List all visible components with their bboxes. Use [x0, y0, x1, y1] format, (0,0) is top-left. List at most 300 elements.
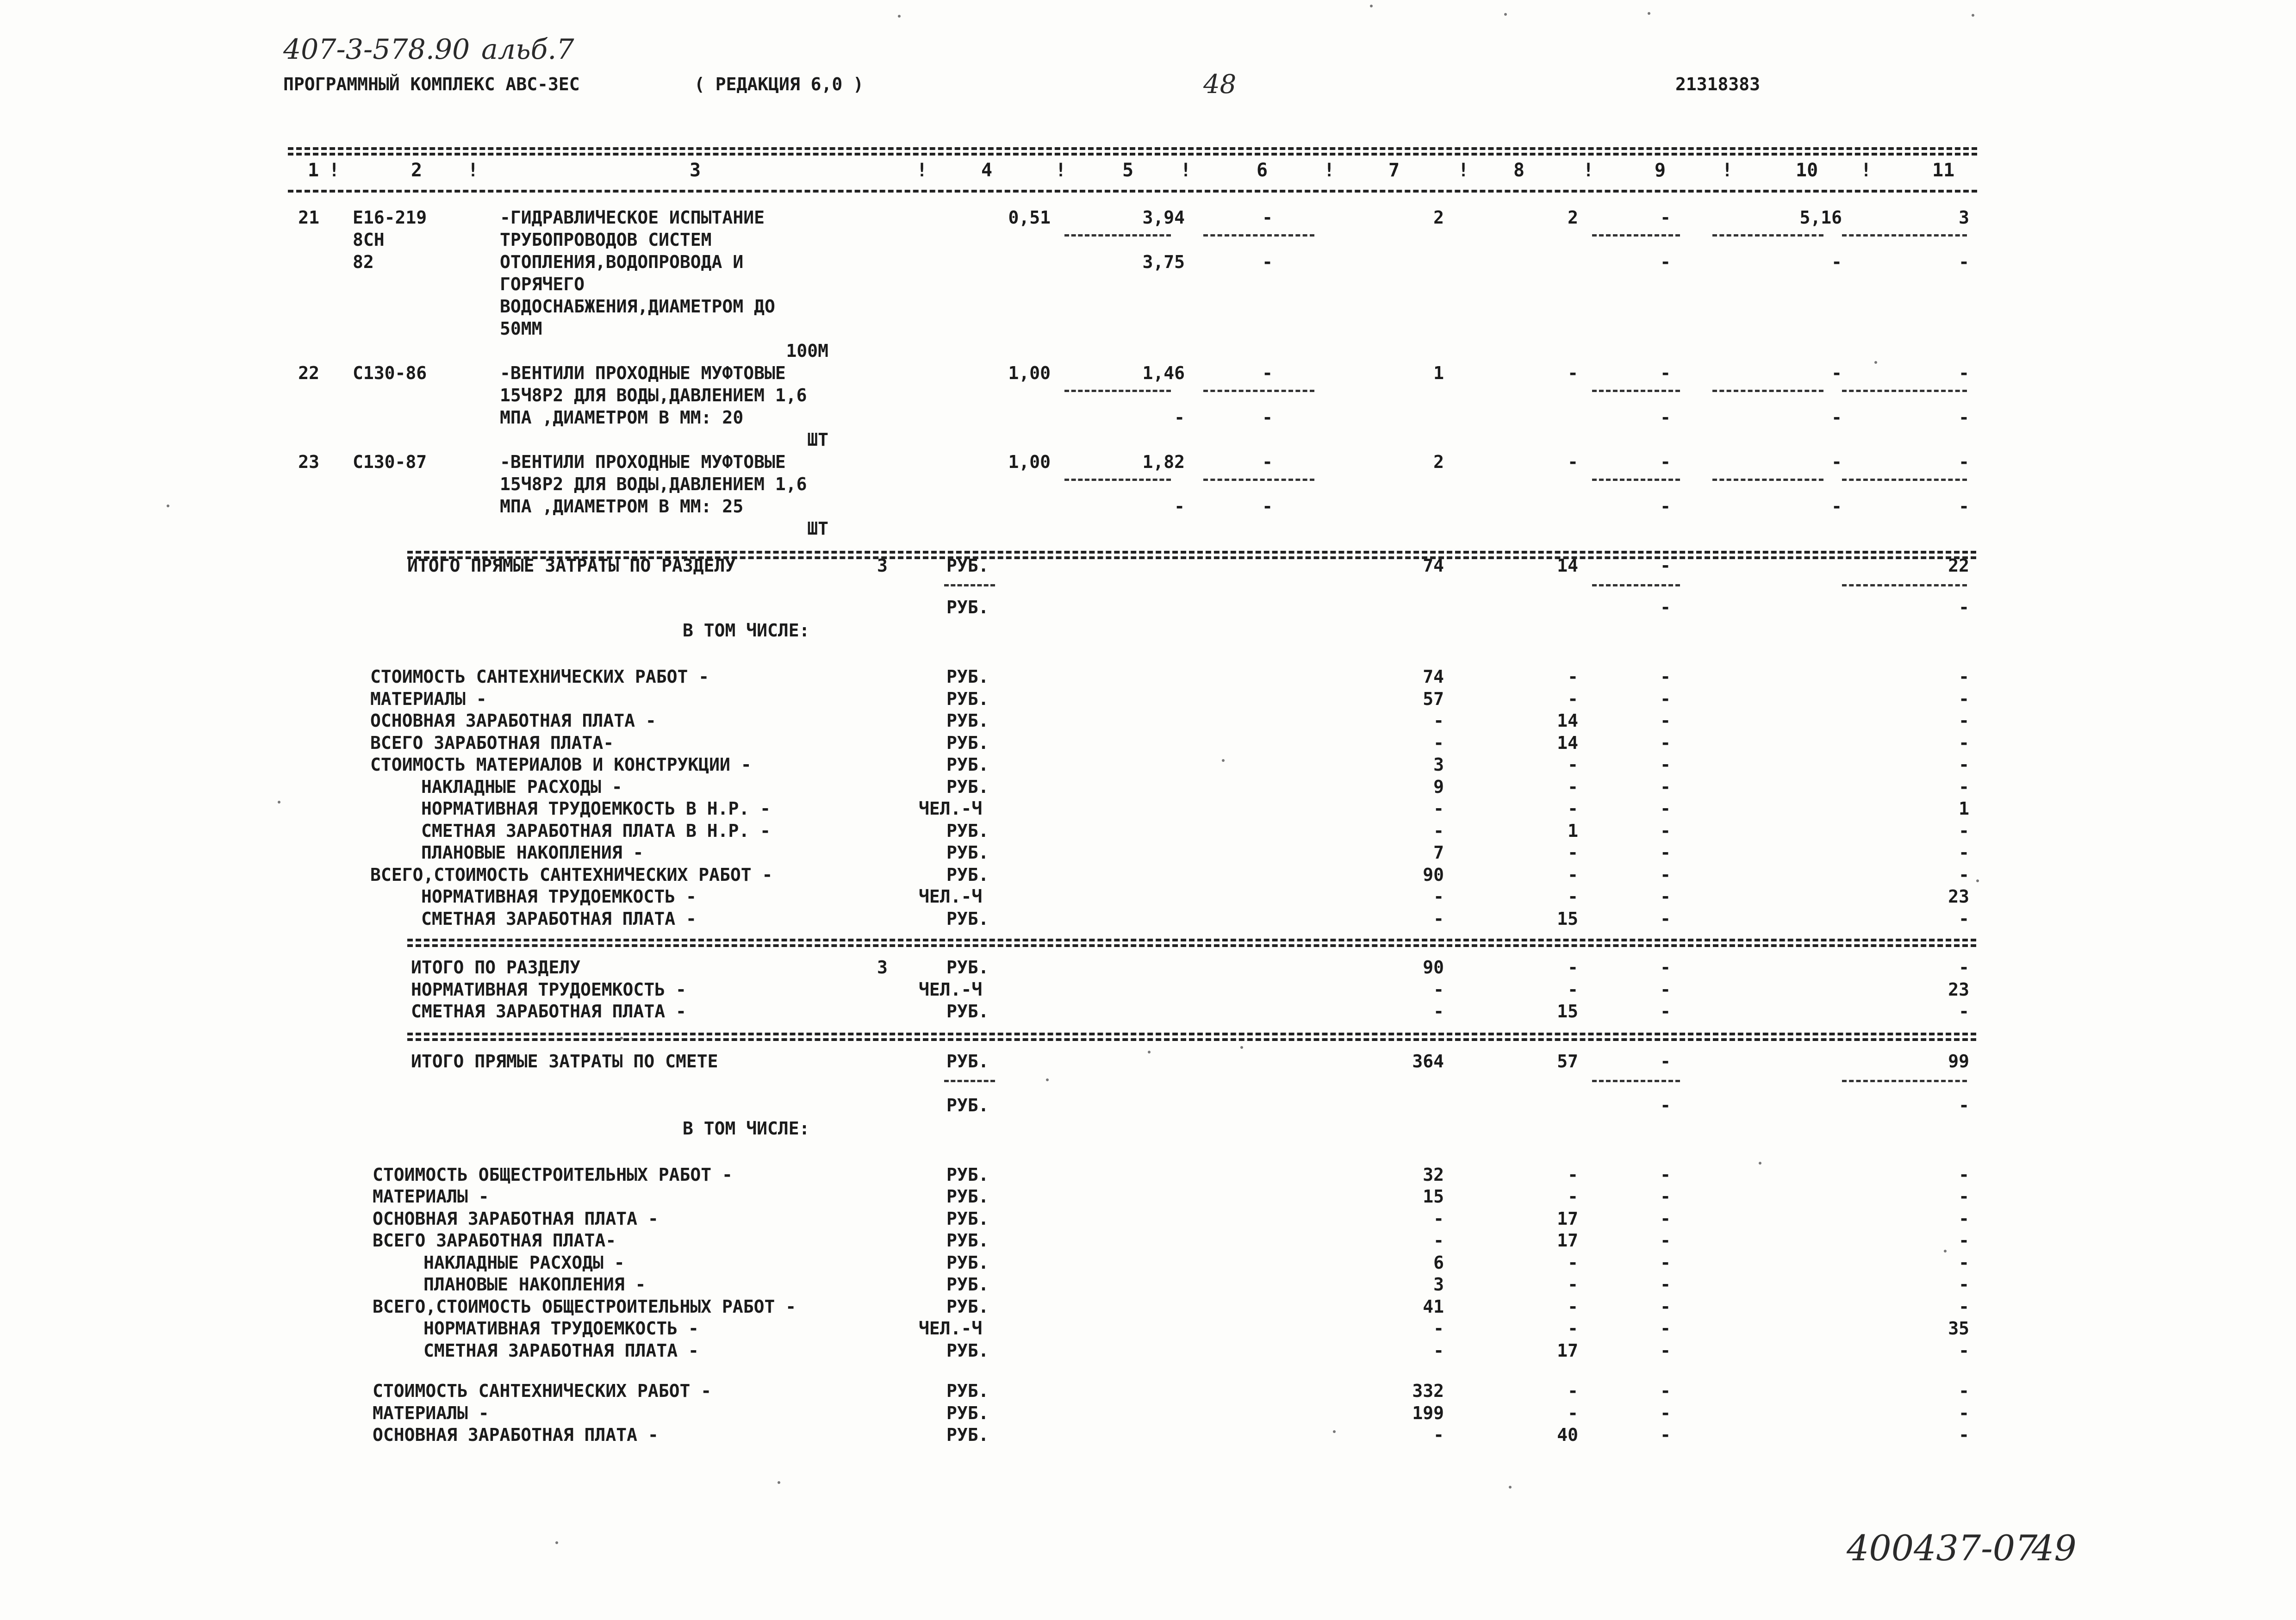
handwritten-page-stamp: 400437-07 — [1847, 1527, 2038, 1569]
cell-c8: - — [1568, 1296, 1578, 1317]
cell-c7: - — [1433, 798, 1444, 819]
column-separator: ! — [916, 160, 928, 181]
cell-c3: 15Ч8Р2 ДЛЯ ВОДЫ,ДАВЛЕНИЕМ 1,6 — [500, 385, 807, 405]
cell-c8: - — [1568, 957, 1578, 978]
row-unit: ЧЕЛ.-Ч — [919, 979, 983, 1000]
row-unit: РУБ. — [946, 1425, 989, 1445]
column-header-11: 11 — [1932, 160, 1955, 181]
cell-c9: - — [1660, 1318, 1671, 1339]
cell-c11: - — [1959, 1186, 1969, 1207]
cell-c7: - — [1433, 820, 1444, 841]
cell-c10: - — [1831, 363, 1842, 383]
cell-c9: - — [1660, 776, 1671, 797]
section-rule — [407, 551, 1976, 554]
cell-c3: -ВЕНТИЛИ ПРОХОДНЫЕ МУФТОВЫЕ — [500, 363, 786, 383]
cell-c11: - — [1959, 1274, 1969, 1295]
cell-c8: - — [1568, 1402, 1578, 1423]
cell-c7: 199 — [1412, 1402, 1444, 1423]
cell-c9: - — [1660, 1381, 1671, 1401]
cell-c11: - — [1959, 908, 1969, 929]
sub-underline — [1592, 584, 1680, 586]
summary-rule-2 — [407, 944, 1976, 947]
cell-c9: - — [1660, 1252, 1671, 1273]
sub-underline — [1064, 390, 1171, 392]
column-header-1: 1 — [308, 160, 319, 181]
row-unit: РУБ. — [946, 820, 989, 841]
cell-c11: 22 — [1948, 555, 1969, 576]
table-top-rule-2 — [288, 153, 1977, 156]
cell-c9: - — [1660, 754, 1671, 775]
cell-c7: 2 — [1433, 207, 1444, 228]
row-label: СМЕТНАЯ ЗАРАБОТНАЯ ПЛАТА - — [423, 1340, 699, 1361]
handwritten-page-no: 49 — [2032, 1527, 2077, 1569]
row-label: ОСНОВНАЯ ЗАРАБОТНАЯ ПЛАТА - — [373, 1425, 659, 1445]
row-unit: РУБ. — [946, 1164, 989, 1185]
cell-c1: 22 — [298, 363, 319, 383]
row-label: ИТОГО ПО РАЗДЕЛУ — [411, 957, 581, 978]
cell-c3: 15Ч8Р2 ДЛЯ ВОДЫ,ДАВЛЕНИЕМ 1,6 — [500, 474, 807, 494]
row-label: ПЛАНОВЫЕ НАКОПЛЕНИЯ - — [421, 842, 644, 863]
row-unit: РУБ. — [946, 776, 989, 797]
cell-c6: - — [1262, 363, 1273, 383]
cell-c9: - — [1660, 732, 1671, 753]
scan-speck — [167, 505, 169, 507]
cell-c10: 5,16 — [1799, 207, 1842, 228]
cell-c9: - — [1660, 1340, 1671, 1361]
cell-c9: - — [1660, 798, 1671, 819]
row-label: НОРМАТИВНАЯ ТРУДОЕМКОСТЬ - — [423, 1318, 699, 1339]
cell-c5: - — [1174, 407, 1185, 428]
row-label: МАТЕРИАЛЫ - — [373, 1402, 489, 1423]
row-unit: РУБ. — [946, 1340, 989, 1361]
cell-c8: 15 — [1557, 908, 1578, 929]
cell-c9: - — [1660, 1230, 1671, 1251]
row-label: ОСНОВНАЯ ЗАРАБОТНАЯ ПЛАТА - — [370, 710, 656, 731]
cell-c6: - — [1262, 407, 1273, 428]
cell-c3: МПА ,ДИАМЕТРОМ В ММ: 25 — [500, 496, 744, 517]
cell-c7: 90 — [1423, 864, 1444, 885]
cell-c4: 0,51 — [1008, 207, 1051, 228]
cell-c7: - — [1433, 1208, 1444, 1229]
column-header-9: 9 — [1655, 160, 1666, 181]
cell-c2: С130-87 — [353, 452, 427, 472]
sub-underline — [1064, 479, 1171, 481]
cell-c11: - — [1959, 597, 1969, 617]
row-unit: РУБ. — [946, 1001, 989, 1022]
cell-c3: -ВЕНТИЛИ ПРОХОДНЫЕ МУФТОВЫЕ — [500, 452, 786, 472]
cell-c9: - — [1660, 979, 1671, 1000]
cell-c10: - — [1831, 252, 1842, 272]
cell-c9: - — [1660, 1274, 1671, 1295]
scan-speck — [1222, 759, 1225, 762]
cell-c5: 3,75 — [1142, 252, 1185, 272]
scan-speck — [278, 801, 280, 804]
cell-c4: 1,00 — [1008, 452, 1051, 472]
cell-c7: 1 — [1433, 363, 1444, 383]
cell-c6: - — [1262, 252, 1273, 272]
row-unit: РУБ. — [946, 1186, 989, 1207]
section-total-number: 3 — [877, 555, 888, 576]
cell-c11: - — [1959, 776, 1969, 797]
scan-speck — [1972, 14, 1974, 17]
cell-c3r: 100М — [786, 341, 828, 361]
cell-c11: - — [1959, 957, 1969, 978]
cell-c11: 1 — [1959, 798, 1969, 819]
cell-c7: 57 — [1423, 688, 1444, 709]
row-unit: РУБ. — [946, 864, 989, 885]
cell-c11: - — [1959, 667, 1969, 687]
row-label: НОРМАТИВНАЯ ТРУДОЕМКОСТЬ В Н.Р. - — [421, 798, 771, 819]
row-section-number: 3 — [877, 957, 888, 978]
sub-underline — [1712, 234, 1823, 237]
row-label: МАТЕРИАЛЫ - — [370, 688, 487, 709]
row-unit: РУБ. — [946, 754, 989, 775]
cell-c11: - — [1959, 1252, 1969, 1273]
cell-c7: - — [1433, 1001, 1444, 1022]
cell-c7: - — [1433, 732, 1444, 753]
scan-speck — [1648, 12, 1650, 15]
row-unit: РУБ. — [946, 1252, 989, 1273]
cell-c8: - — [1568, 667, 1578, 687]
column-header-8: 8 — [1513, 160, 1525, 181]
cell-c9: - — [1660, 1208, 1671, 1229]
row-unit: ЧЕЛ.-Ч — [919, 1318, 983, 1339]
cell-c7: 364 — [1412, 1051, 1444, 1072]
page-number: 48 — [1203, 69, 1237, 100]
row-label: СТОИМОСТЬ САНТЕХНИЧЕСКИХ РАБОТ - — [370, 667, 709, 687]
row-label: ОСНОВНАЯ ЗАРАБОТНАЯ ПЛАТА - — [373, 1208, 659, 1229]
row-unit: РУБ. — [946, 908, 989, 929]
cell-c8: 57 — [1557, 1051, 1578, 1072]
scan-speck — [1046, 1078, 1049, 1081]
scan-speck — [1976, 879, 1979, 882]
handwritten-doc-code: 407-3-578.90 — [283, 33, 470, 66]
cell-c11: - — [1959, 842, 1969, 863]
cell-c7: 90 — [1423, 957, 1444, 978]
row-label: ВСЕГО ЗАРАБОТНАЯ ПЛАТА- — [370, 732, 614, 753]
cell-c5: 1,46 — [1142, 363, 1185, 383]
column-header-7: 7 — [1388, 160, 1400, 181]
cell-c8: - — [1568, 1252, 1578, 1273]
column-separator: ! — [1324, 160, 1335, 181]
incl-label: В ТОМ ЧИСЛЕ: — [683, 620, 810, 641]
scan-speck — [1148, 1051, 1151, 1053]
handwritten-album: альб.7 — [481, 33, 574, 66]
row-label: ВСЕГО,СТОИМОСТЬ САНТЕХНИЧЕСКИХ РАБОТ - — [370, 864, 773, 885]
cell-c1: 23 — [298, 452, 319, 472]
cell-c8: 14 — [1557, 710, 1578, 731]
row-label: НАКЛАДНЫЕ РАСХОДЫ - — [421, 776, 622, 797]
cell-c7: 32 — [1423, 1164, 1444, 1185]
scan-speck — [1874, 361, 1877, 364]
cell-c7: - — [1433, 1340, 1444, 1361]
row-label: СМЕТНАЯ ЗАРАБОТНАЯ ПЛАТА - — [421, 908, 697, 929]
cell-c4: 1,00 — [1008, 363, 1051, 383]
row-unit: РУБ. — [946, 1381, 989, 1401]
cell-c3: 50ММ — [500, 318, 542, 339]
column-header — [0, 160, 2296, 183]
cell-c7: - — [1433, 1230, 1444, 1251]
cell-c2: С130-86 — [353, 363, 427, 383]
row-label: МАТЕРИАЛЫ - — [373, 1186, 489, 1207]
cell-c11: 99 — [1948, 1051, 1969, 1072]
cell-c11: - — [1959, 820, 1969, 841]
cell-c8: 17 — [1557, 1208, 1578, 1229]
cell-c7: 6 — [1433, 1252, 1444, 1273]
cell-c8: - — [1568, 452, 1578, 472]
cell-c11: - — [1959, 1095, 1969, 1115]
cell-c9: - — [1660, 407, 1671, 428]
cell-c9: - — [1660, 864, 1671, 885]
cell-c3r: ШТ — [807, 518, 828, 539]
cell-c9: - — [1660, 957, 1671, 978]
column-separator: ! — [467, 160, 479, 181]
cell-c8: 1 — [1568, 820, 1578, 841]
cell-c8: - — [1568, 979, 1578, 1000]
summary-rule — [407, 939, 1976, 941]
cell-c11: 3 — [1959, 207, 1969, 228]
cell-c6: - — [1262, 496, 1273, 517]
cell-c8: - — [1568, 754, 1578, 775]
cell-c8: 2 — [1568, 207, 1578, 228]
cell-c9: - — [1660, 842, 1671, 863]
scan-speck — [555, 1541, 558, 1544]
cell-c8: - — [1568, 1164, 1578, 1185]
scan-speck — [1944, 1250, 1947, 1252]
cell-c11: - — [1959, 1381, 1969, 1401]
sub-underline — [1592, 1080, 1680, 1082]
row-unit: РУБ. — [946, 1208, 989, 1229]
sub-underline — [1842, 1080, 1967, 1082]
cell-c8: - — [1568, 1318, 1578, 1339]
edition: ( РЕДАКЦИЯ 6,0 ) — [694, 74, 864, 94]
cell-c9: - — [1660, 252, 1671, 272]
column-separator: ! — [329, 160, 340, 181]
section-rule-2 — [407, 556, 1976, 559]
cell-c9: - — [1660, 452, 1671, 472]
cell-c6: - — [1262, 452, 1273, 472]
cell-c3r: ШТ — [807, 430, 828, 450]
program-title: ПРОГРАММНЫЙ КОМПЛЕКС АВС-3ЕС — [283, 74, 580, 94]
cell-c11: - — [1959, 1001, 1969, 1022]
cell-c8: - — [1568, 1186, 1578, 1207]
row-label: НОРМАТИВНАЯ ТРУДОЕМКОСТЬ - — [421, 886, 697, 907]
row-label: ИТОГО ПРЯМЫЕ ЗАТРАТЫ ПО РАЗДЕЛУ — [407, 555, 736, 576]
column-separator: ! — [1180, 160, 1192, 181]
cell-c8: 14 — [1557, 555, 1578, 576]
cell-c8: 14 — [1557, 732, 1578, 753]
cell-c8: 15 — [1557, 1001, 1578, 1022]
scan-speck — [1370, 5, 1373, 7]
estimate-rule — [407, 1033, 1976, 1035]
cell-c7: 74 — [1423, 667, 1444, 687]
cell-c7: 3 — [1433, 1274, 1444, 1295]
row-unit: РУБ. — [946, 555, 989, 576]
row-unit: ЧЕЛ.-Ч — [919, 798, 983, 819]
cell-c7: - — [1433, 1318, 1444, 1339]
row-label: СМЕТНАЯ ЗАРАБОТНАЯ ПЛАТА - — [411, 1001, 686, 1022]
cell-c9: - — [1660, 688, 1671, 709]
row-unit: РУБ. — [946, 842, 989, 863]
cell-c8: - — [1568, 798, 1578, 819]
cell-c11: - — [1959, 1340, 1969, 1361]
cell-c7: 15 — [1423, 1186, 1444, 1207]
sub-underline — [1203, 234, 1314, 237]
cell-c11: - — [1959, 732, 1969, 753]
cell-c11: - — [1959, 864, 1969, 885]
cell-c9: - — [1660, 207, 1671, 228]
cell-c5: - — [1174, 496, 1185, 517]
cell-c8: - — [1568, 363, 1578, 383]
scan-speck — [898, 15, 901, 18]
sub-underline — [1592, 479, 1680, 481]
cell-c9: - — [1660, 1186, 1671, 1207]
cell-c9: - — [1660, 496, 1671, 517]
cell-c3: ОТОПЛЕНИЯ,ВОДОПРОВОДА И — [500, 252, 744, 272]
cell-c10: - — [1831, 452, 1842, 472]
cell-c9: - — [1660, 1051, 1671, 1072]
row-label: ИТОГО ПРЯМЫЕ ЗАТРАТЫ ПО СМЕТЕ — [411, 1051, 718, 1072]
cell-c10: - — [1831, 496, 1842, 517]
column-header-6: 6 — [1257, 160, 1268, 181]
cell-c11: - — [1959, 496, 1969, 517]
cell-c9: - — [1660, 667, 1671, 687]
column-separator: ! — [1722, 160, 1733, 181]
cell-c11: - — [1959, 1230, 1969, 1251]
sub-underline — [1592, 234, 1680, 237]
document-number: 21318383 — [1675, 74, 1761, 94]
row-label: ВСЕГО,СТОИМОСТЬ ОБЩЕСТРОИТЕЛЬНЫХ РАБОТ - — [373, 1296, 796, 1317]
column-separator: ! — [1458, 160, 1469, 181]
cell-c8: - — [1568, 776, 1578, 797]
row-unit: РУБ. — [946, 597, 989, 617]
cell-c11: - — [1959, 1425, 1969, 1445]
cell-c9: - — [1660, 363, 1671, 383]
sub-underline — [1842, 234, 1967, 237]
sub-underline — [1203, 479, 1314, 481]
column-header-5: 5 — [1122, 160, 1134, 181]
cell-c9: - — [1660, 597, 1671, 617]
cell-c11: - — [1959, 452, 1969, 472]
cell-c11: - — [1959, 407, 1969, 428]
row-unit: РУБ. — [946, 710, 989, 731]
cell-c9: - — [1660, 1164, 1671, 1185]
column-separator: ! — [1860, 160, 1872, 181]
cell-c2: 8СН — [353, 230, 385, 250]
cell-c9: - — [1660, 1095, 1671, 1115]
row-label: НОРМАТИВНАЯ ТРУДОЕМКОСТЬ - — [411, 979, 686, 1000]
cell-c8: - — [1568, 1381, 1578, 1401]
cell-c2: Е16-219 — [353, 207, 427, 228]
cell-c7: - — [1433, 710, 1444, 731]
cell-c2: 82 — [353, 252, 374, 272]
cell-c1: 21 — [298, 207, 319, 228]
cell-c11: - — [1959, 252, 1969, 272]
row-unit: РУБ. — [946, 1230, 989, 1251]
cell-c8: - — [1568, 842, 1578, 863]
cell-c11: - — [1959, 1164, 1969, 1185]
row-unit: РУБ. — [946, 1274, 989, 1295]
sub-underline — [1842, 584, 1967, 586]
cell-c10: - — [1831, 407, 1842, 428]
row-label: СТОИМОСТЬ ОБЩЕСТРОИТЕЛЬНЫХ РАБОТ - — [373, 1164, 733, 1185]
cell-c3: ВОДОСНАБЖЕНИЯ,ДИАМЕТРОМ ДО — [500, 296, 775, 317]
table-top-rule — [288, 147, 1977, 150]
cell-c9: - — [1660, 820, 1671, 841]
cell-c9: - — [1660, 886, 1671, 907]
row-unit: РУБ. — [946, 957, 989, 978]
cell-c9: - — [1660, 908, 1671, 929]
cell-c11: 23 — [1948, 886, 1969, 907]
scan-speck — [620, 1037, 623, 1040]
scan-speck — [1333, 1430, 1336, 1433]
cell-c8: 17 — [1557, 1230, 1578, 1251]
cell-c8: - — [1568, 886, 1578, 907]
cell-c7: 3 — [1433, 754, 1444, 775]
cell-c8: - — [1568, 864, 1578, 885]
cell-c9: - — [1660, 555, 1671, 576]
cell-c7: - — [1433, 886, 1444, 907]
row-unit: РУБ. — [946, 1402, 989, 1423]
cell-c7: 7 — [1433, 842, 1444, 863]
sub-underline — [944, 1080, 995, 1082]
cell-c9: - — [1660, 1425, 1671, 1445]
cell-c7: 41 — [1423, 1296, 1444, 1317]
cell-c9: - — [1660, 710, 1671, 731]
cell-c3: МПА ,ДИАМЕТРОМ В ММ: 20 — [500, 407, 744, 428]
column-header-10: 10 — [1796, 160, 1818, 181]
cell-c11: - — [1959, 754, 1969, 775]
sub-underline — [944, 584, 995, 586]
cell-c7: 9 — [1433, 776, 1444, 797]
scan-speck — [778, 1481, 780, 1484]
column-header-2: 2 — [411, 160, 423, 181]
row-unit: РУБ. — [946, 688, 989, 709]
cell-c6: - — [1262, 207, 1273, 228]
cell-c7: - — [1433, 908, 1444, 929]
cell-c3: ТРУБОПРОВОДОВ СИСТЕМ — [500, 230, 712, 250]
row-unit: РУБ. — [946, 1095, 989, 1115]
sub-underline — [1712, 390, 1823, 392]
cell-c5: 3,94 — [1142, 207, 1185, 228]
cell-c11: - — [1959, 688, 1969, 709]
column-header-3: 3 — [690, 160, 701, 181]
sub-underline — [1064, 234, 1171, 237]
row-unit: РУБ. — [946, 732, 989, 753]
estimate-rule-2 — [407, 1038, 1976, 1041]
sub-underline — [1712, 479, 1823, 481]
row-unit: РУБ. — [946, 1296, 989, 1317]
cell-c7: - — [1433, 1425, 1444, 1445]
cell-c3: ГОРЯЧЕГО — [500, 274, 585, 294]
sub-underline — [1592, 390, 1680, 392]
scan-speck — [1509, 1486, 1512, 1489]
row-unit: РУБ. — [946, 667, 989, 687]
cell-c8: 40 — [1557, 1425, 1578, 1445]
cell-c9: - — [1660, 1296, 1671, 1317]
cell-c7: - — [1433, 979, 1444, 1000]
column-separator: ! — [1055, 160, 1067, 181]
cell-c9: - — [1660, 1001, 1671, 1022]
cell-c11: - — [1959, 710, 1969, 731]
scan-speck — [1759, 1162, 1761, 1165]
column-header-rule — [288, 190, 1977, 193]
cell-c7: 74 — [1423, 555, 1444, 576]
sub-underline — [1203, 390, 1314, 392]
cell-c7: 2 — [1433, 452, 1444, 472]
cell-c9: - — [1660, 1402, 1671, 1423]
row-label: СТОИМОСТЬ САНТЕХНИЧЕСКИХ РАБОТ - — [373, 1381, 712, 1401]
